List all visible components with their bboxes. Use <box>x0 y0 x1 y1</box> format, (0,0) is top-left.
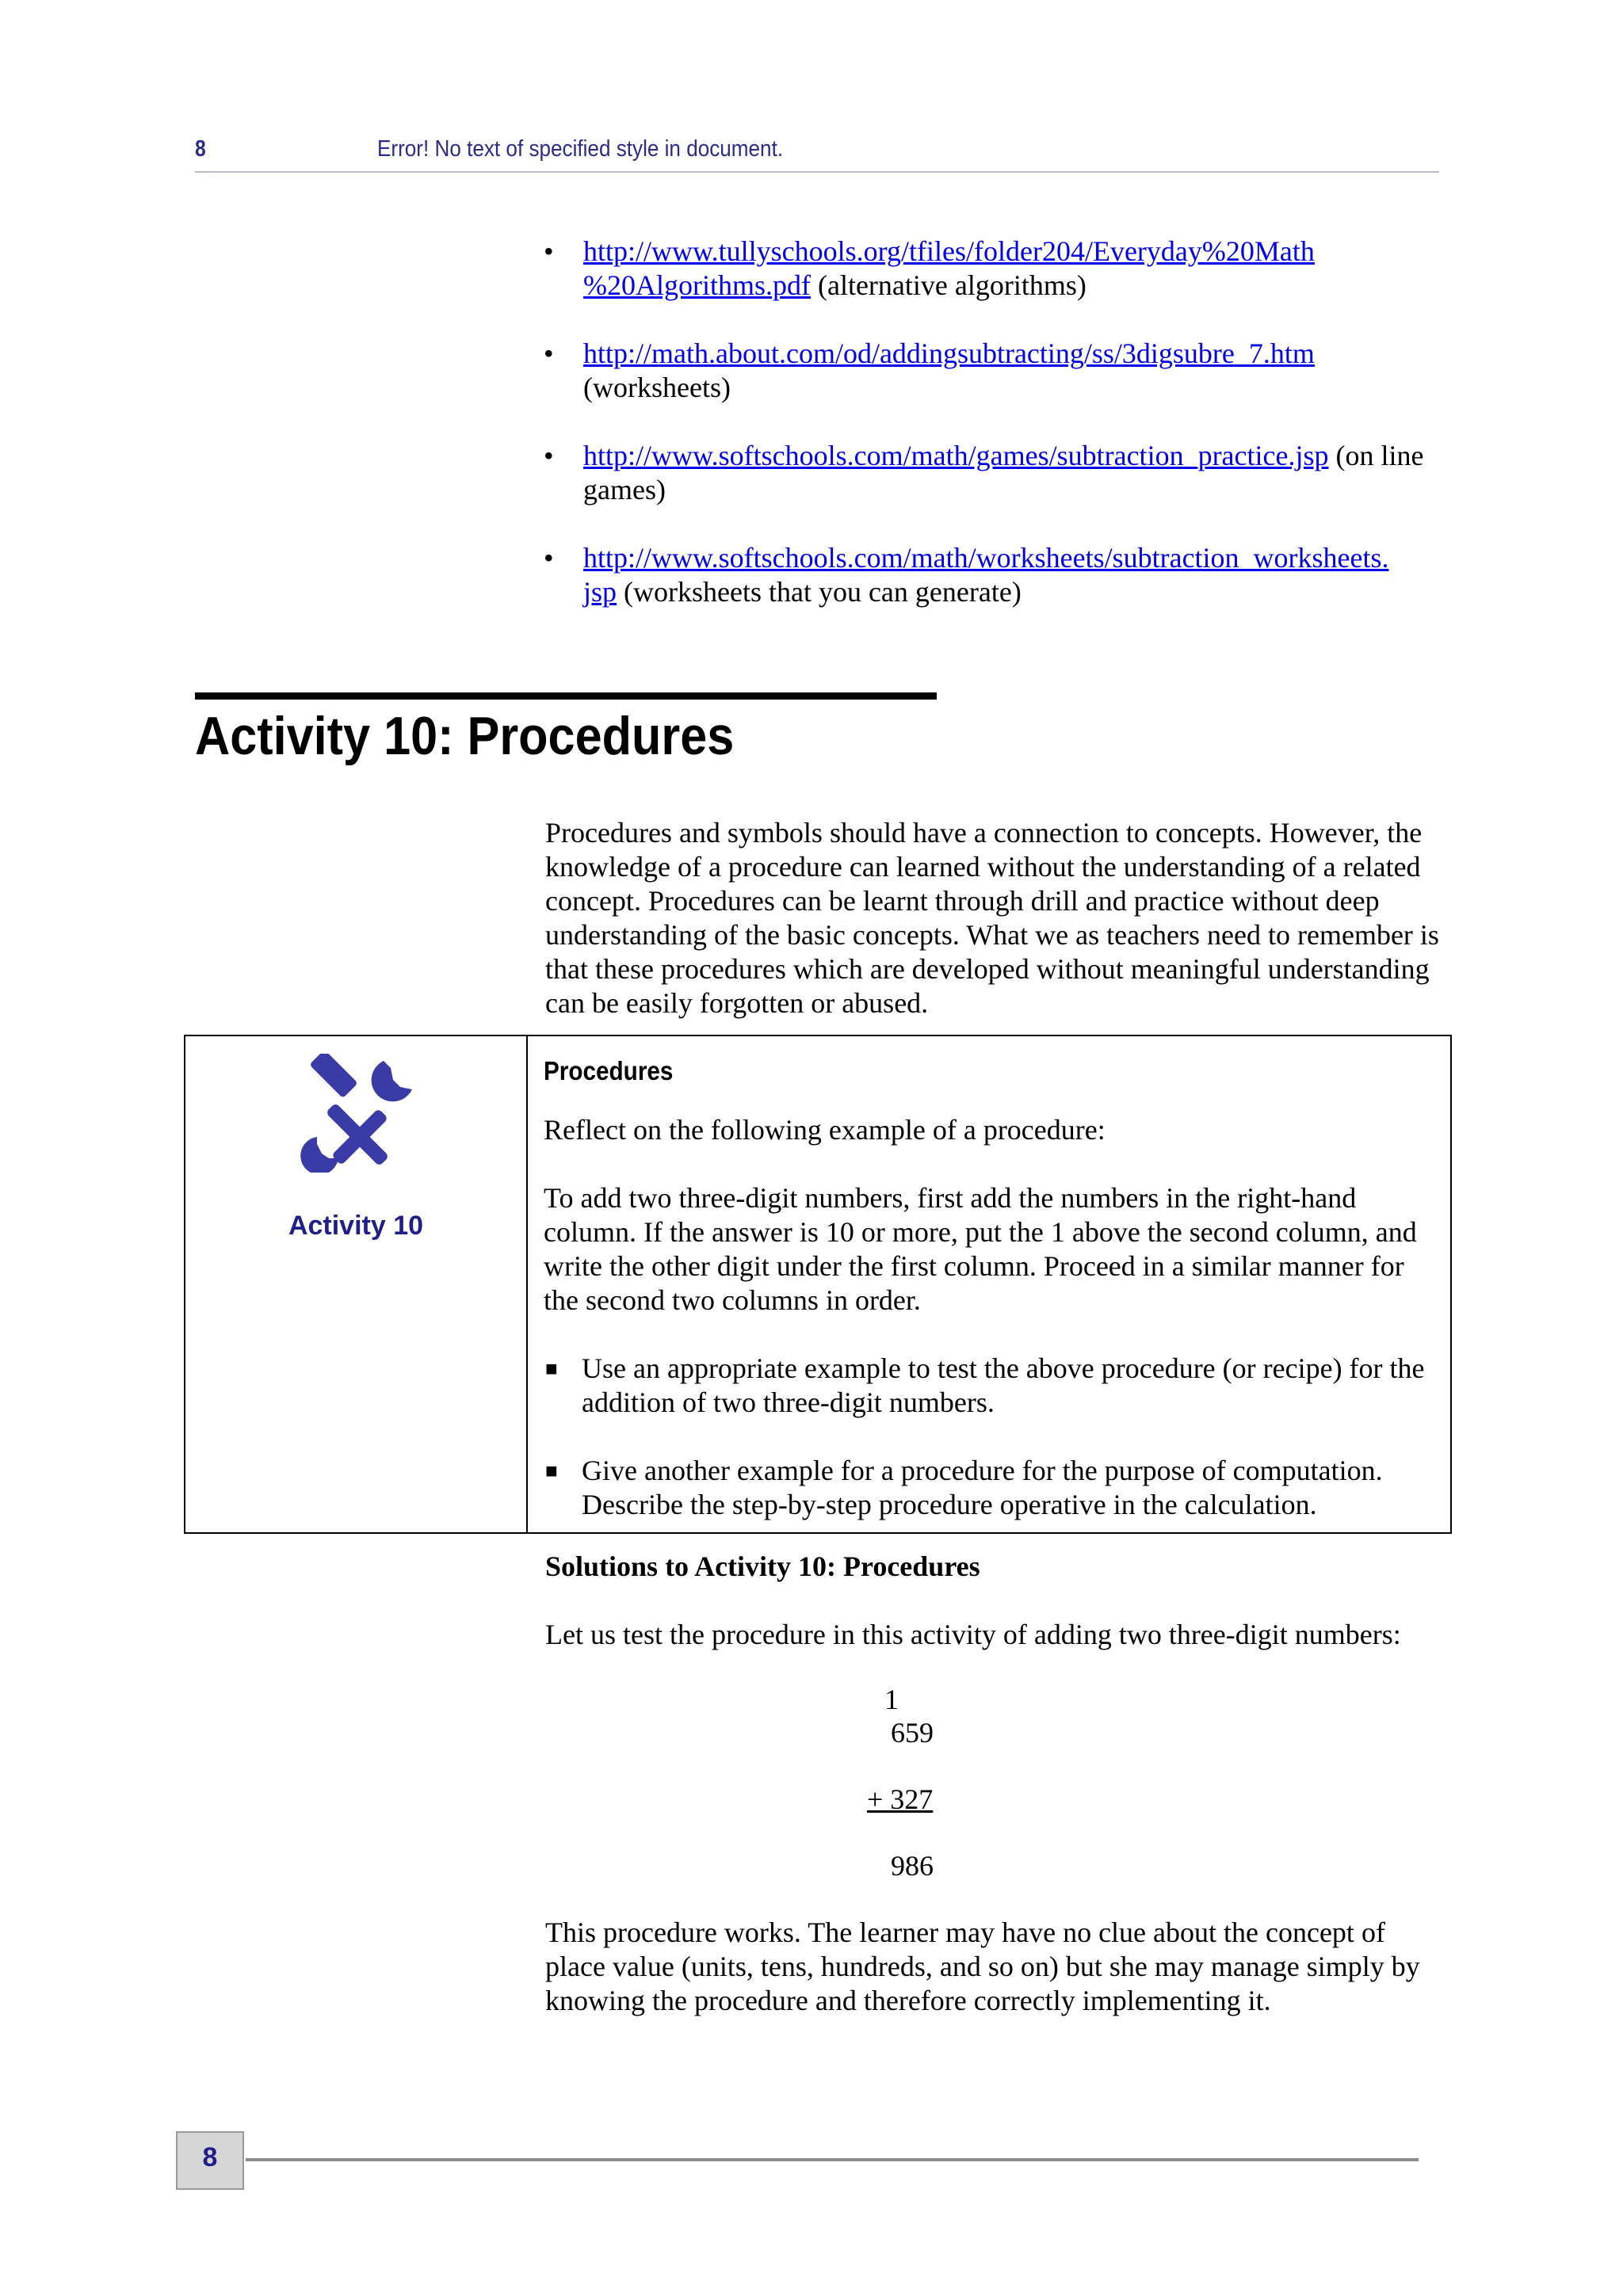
list-item <box>544 337 1439 405</box>
footer-rule <box>246 2158 1419 2161</box>
carry-digit: 1 <box>884 1684 899 1715</box>
resource-note: (worksheets) <box>583 372 731 403</box>
header-page-number: 8 <box>195 136 206 162</box>
activity-box <box>184 1035 1452 1534</box>
addend-first: 659 <box>891 1717 934 1749</box>
bullet-icon: • <box>544 542 554 574</box>
square-bullet-icon: ■ <box>545 1459 558 1482</box>
task-item: ■ Give another example for a procedure for the purpose of computation. Describe the step-by-step procedure operative in the calculation. <box>545 1455 1383 1520</box>
activity-paragraph: Reflect on the following example of a procedure: <box>544 1114 1106 1146</box>
sum-result: 986 <box>891 1850 934 1882</box>
solutions-section <box>545 1550 1441 1652</box>
footer-page-box <box>176 2131 244 2190</box>
resource-link-list <box>544 235 1439 643</box>
page-header <box>195 133 1439 173</box>
activity-title: Procedures <box>544 1056 674 1085</box>
list-item <box>544 235 1439 303</box>
conclusion-paragraph: This procedure works. The learner may have no clue about the concept of place value (units, tens, hundreds, and so on) but she may manage simply by knowing the procedure and therefore correctly implementing it. <box>545 1917 1420 2016</box>
header-running-title: Error! No text of specified style in document. <box>377 136 784 162</box>
resource-note: (on line games) <box>583 440 1424 505</box>
tools-icon <box>296 1054 423 1173</box>
section-heading: Activity 10: Procedures <box>195 706 735 766</box>
task-item: ■ Use an appropriate example to test the above procedure (or recipe) for the addition of two three-digit numbers. <box>545 1352 1425 1418</box>
footer-page-number: 8 <box>202 2142 218 2172</box>
list-item <box>544 541 1439 609</box>
resource-link-softschools-games[interactable]: http://www.softschools.com/math/games/subtraction_practice.jsp <box>583 440 1329 471</box>
square-bullet-icon: ■ <box>545 1357 558 1380</box>
activity-sidebar <box>185 1036 528 1532</box>
activity-label: Activity 10 <box>288 1211 424 1241</box>
activity-content <box>544 1054 1431 1522</box>
resource-link-tullyschools[interactable]: http://www.tullyschools.org/tfiles/folder204/Everyday%20Math %20Algorithms.pdf <box>583 235 1315 301</box>
list-item <box>544 439 1439 507</box>
bullet-icon: • <box>544 338 554 369</box>
bullet-icon: • <box>544 440 554 471</box>
activity-paragraph: To add two three-digit numbers, first add the numbers in the right-hand column. If the answer is 10 or more, put the 1 above the second column, and write the other digit under the first column. Proceed in a similar manner for the second two columns in order. <box>544 1182 1417 1316</box>
resource-note: (alternative algorithms) <box>810 269 1086 301</box>
bullet-icon: • <box>544 235 554 267</box>
solutions-lead: Let us test the procedure in this activity of adding two three-digit numbers: <box>545 1619 1401 1650</box>
resource-note: (worksheets that you can generate) <box>617 576 1022 608</box>
intro-paragraph: Procedures and symbols should have a connection to concepts. However, the knowledge of a procedure can learned without the understanding of a related concept. Procedures can be learnt through drill and practice without deep understanding of the basic concepts. What we as teachers need to remember is that these procedures which are developed without meaningful understanding can be easily forgotten or abused. <box>545 817 1439 1019</box>
solutions-title: Solutions to Activity 10: Procedures <box>545 1550 980 1582</box>
addend-second: + 327 <box>867 1783 934 1815</box>
resource-link-math-about[interactable]: http://math.about.com/od/addingsubtracting/ss/3digsubre_7.htm <box>583 338 1315 369</box>
resource-link-softschools-worksheets[interactable]: http://www.softschools.com/math/worksheets/subtraction_worksheets. jsp <box>583 542 1389 608</box>
heading-rule <box>195 692 937 700</box>
